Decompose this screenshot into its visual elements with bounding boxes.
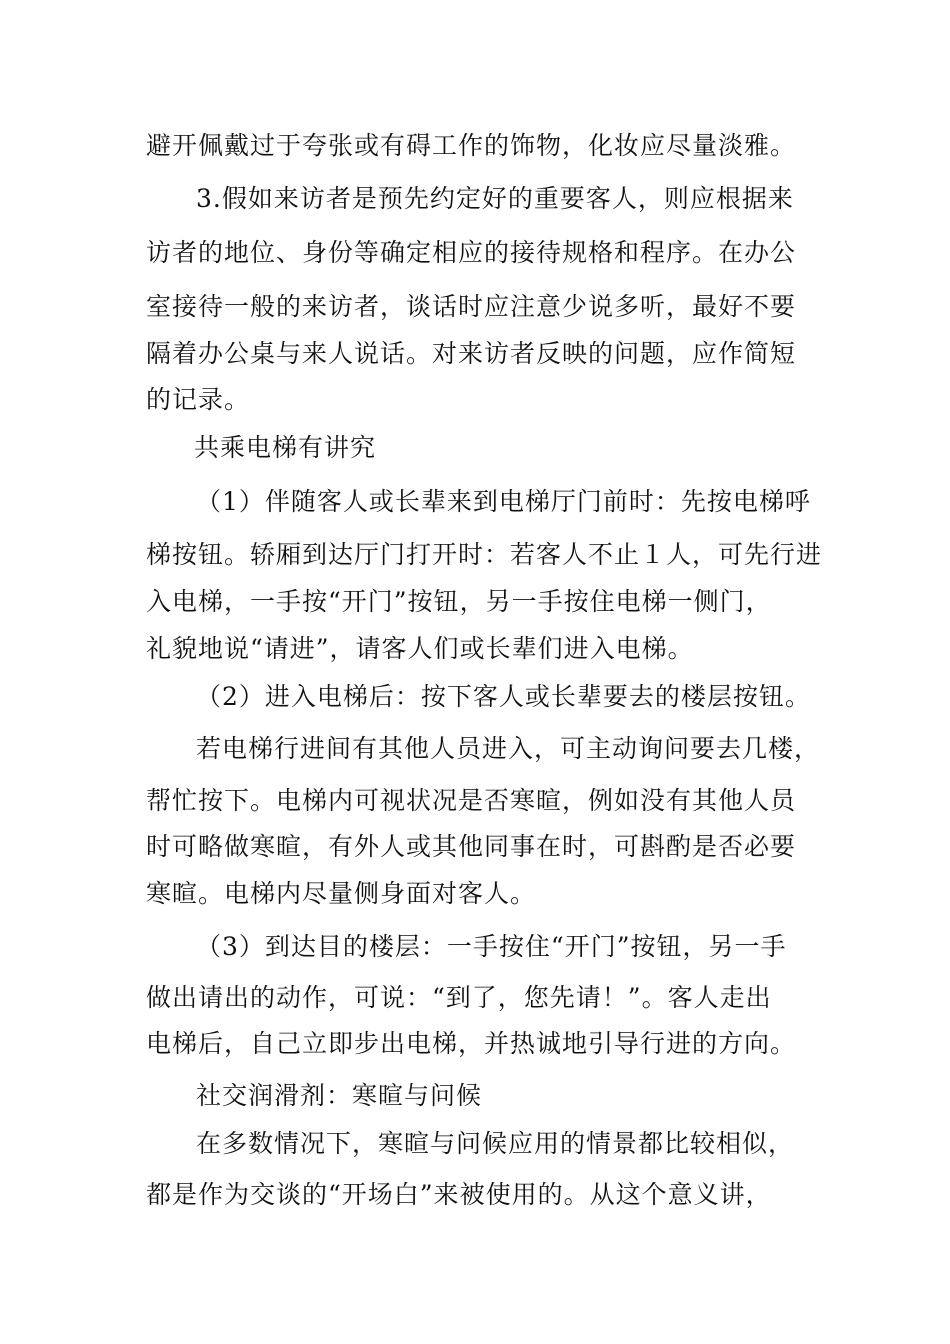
- text-line: 寒暄。电梯内尽量侧身面对客人。: [146, 879, 537, 908]
- text-line: 帮忙按下。电梯内可视状况是否寒暄，例如没有其他人员: [146, 786, 797, 815]
- section-heading: 共乘电梯有讲究: [194, 433, 377, 462]
- text-line: 电梯后，自己立即步出电梯，并热诚地引导行进的方向。: [146, 1029, 797, 1058]
- text-line: 室接待一般的来访者，谈话时应注意少说多听，最好不要: [146, 292, 797, 321]
- text-line: 时可略做寒暄，有外人或其他同事在时，可斟酌是否必要: [146, 832, 797, 861]
- text-line: 都是作为交谈的“开场白”来被使用的。从这个意义讲，: [146, 1180, 772, 1209]
- text-line: 隔着办公桌与来人说话。对来访者反映的问题，应作简短: [146, 339, 797, 368]
- text-line: （3）到达目的楼层：一手按住“开门”按钮，另一手: [196, 932, 787, 961]
- text-line: 礼貌地说“请进”，请客人们或长辈们进入电梯。: [146, 634, 694, 663]
- text-line: 的记录。: [146, 385, 251, 414]
- text-line: 梯按钮。轿厢到达厅门打开时：若客人不止１人，可先行进: [146, 540, 823, 569]
- text-line: 若电梯行进间有其他人员进入，可主动询问要去几楼，: [196, 734, 821, 763]
- section-heading: 社交润滑剂：寒暄与问候: [196, 1081, 483, 1110]
- text-line: 访者的地位、身份等确定相应的接待规格和程序。在办公: [146, 238, 797, 267]
- text-line: 入电梯，一手按“开门”按钮，另一手按住电梯一侧门，: [146, 587, 772, 616]
- text-line: （2）进入电梯后：按下客人或长辈要去的楼层按钮。: [196, 682, 811, 711]
- text-line: 在多数情况下，寒暄与问候应用的情景都比较相似，: [196, 1129, 795, 1158]
- text-line: 3.假如来访者是预先约定好的重要客人，则应根据来: [196, 184, 794, 213]
- text-line: 做出请出的动作，可说：“到了，您先请！”。客人走出: [146, 983, 772, 1012]
- text-line: （1）伴随客人或长辈来到电梯厅门前时：先按电梯呼: [196, 487, 811, 516]
- text-line: 避开佩戴过于夸张或有碍工作的饰物，化妆应尽量淡雅。: [146, 131, 797, 160]
